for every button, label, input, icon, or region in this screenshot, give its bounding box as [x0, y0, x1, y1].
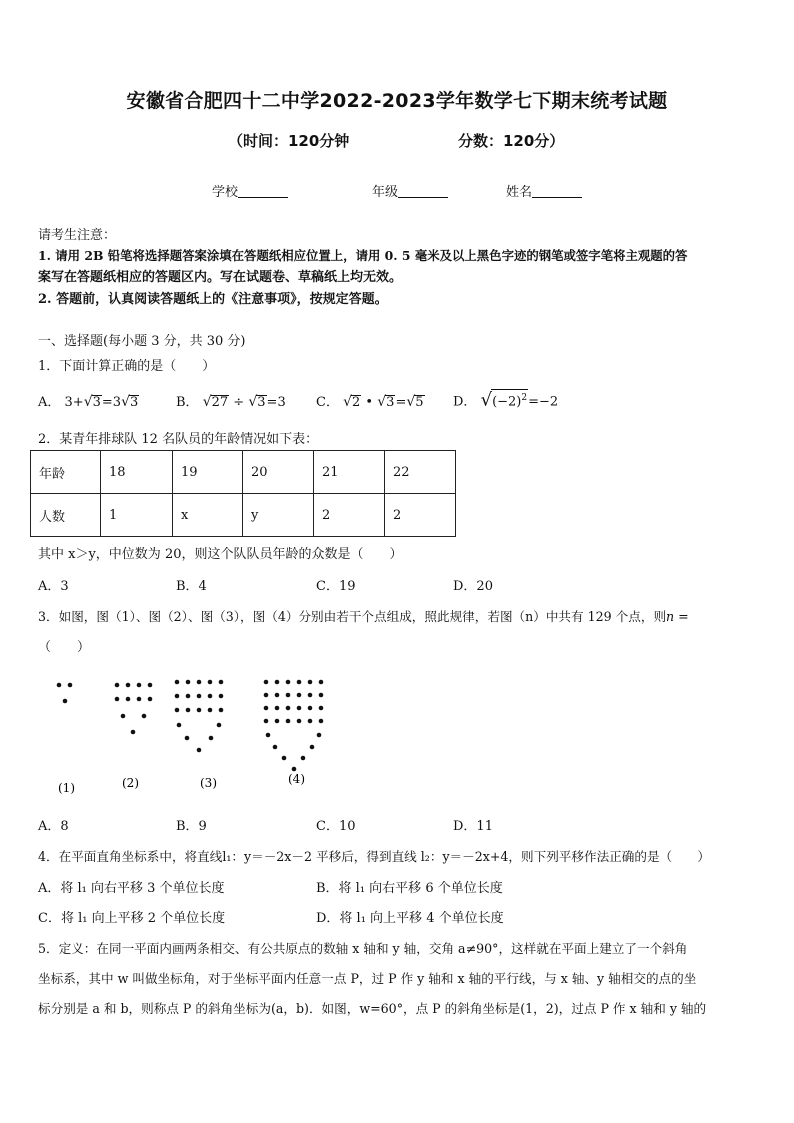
- name-field: [506, 181, 582, 200]
- dot-pattern-figure: [40, 670, 340, 800]
- exam-time: （时间：120分钟: [228, 132, 350, 150]
- q2-stem: 2．某青年排球队 12 名队员的年龄情况如下表：: [38, 432, 319, 447]
- table-cell: x: [173, 494, 243, 537]
- grade-field: [372, 181, 448, 200]
- figure-1-label: (1): [58, 781, 75, 795]
- table-cell: 2: [314, 494, 385, 537]
- table-row: [31, 494, 456, 537]
- q3-option-d: D．11: [453, 819, 493, 834]
- table-cell: 22: [385, 451, 456, 494]
- q4-option-d: D．将 l₁ 向上平移 4 个单位长度: [316, 911, 504, 926]
- q1-option-a: A． 3+√3=3√3: [38, 394, 139, 410]
- q3-option-a: A．8: [38, 819, 69, 834]
- q3-option-c: C．10: [316, 819, 356, 834]
- q1-option-c: C． √2 • √3=√5: [316, 394, 424, 410]
- table-cell: 1: [101, 494, 173, 537]
- q4-option-b: B．将 l₁ 向右平移 6 个单位长度: [316, 881, 503, 896]
- page-title: 安徽省合肥四十二中学2022-2023学年数学七下期末统考试题: [126, 90, 668, 112]
- grade-blank: [398, 184, 448, 198]
- figure-2-dots: [115, 683, 153, 735]
- age-table: [30, 450, 456, 537]
- notice-heading: 请考生注意：: [38, 228, 117, 243]
- q5-line-2: 坐标系，其中 w 叫做坐标角，对于坐标平面内任意一点 P，过 P 作 y 轴和 x 轴的平行线，与 x 轴、y 轴相交的点的坐: [38, 971, 697, 986]
- school-label: 学校: [212, 185, 239, 200]
- section-1-heading: 一、选择题(每小题 3 分，共 30 分): [38, 334, 246, 349]
- figure-4-label: (4): [288, 772, 305, 786]
- q1-stem: 1．下面计算正确的是（ ）: [38, 359, 216, 374]
- q5-line-3: 标分别是 a 和 b，则称点 P 的斜角坐标为(a，b)．如图，w=60°，点 P 的斜角坐标是(1，2)，过点 P 作 x 轴和 y 轴的: [38, 1001, 707, 1016]
- q3-stem-line-1: 3．如图，图（1）、图（2）、图（3），图（4）分别由若干个点组成，照此规律，若图（n）中共有 129 个点，则n =: [38, 609, 689, 624]
- q2-condition: 其中 x＞y，中位数为 20，则这个队队员年龄的众数是（ ）: [38, 547, 403, 562]
- notice-item-2: 2. 答题前，认真阅读答题纸上的《注意事项》，按规定答题。: [38, 292, 388, 307]
- school-blank: [238, 184, 288, 198]
- table-cell: 2: [385, 494, 456, 537]
- q1-option-b: B． √27 ÷ √3=3: [176, 394, 286, 410]
- table-cell: 21: [314, 451, 385, 494]
- name-blank: [532, 184, 582, 198]
- table-cell: 20: [243, 451, 314, 494]
- q4-option-c: C．将 l₁ 向上平移 2 个单位长度: [38, 911, 226, 926]
- q4-option-a: A．将 l₁ 向右平移 3 个单位长度: [38, 881, 225, 896]
- figure-1-dots: [57, 683, 73, 704]
- q1-option-d: D． $√(-2)^2=-2$: [453, 389, 559, 411]
- q3-stem-line-2: （ ）: [38, 640, 91, 655]
- exam-score: 分数：120分）: [458, 132, 565, 150]
- q2-option-a: A．3: [38, 579, 69, 594]
- q4-stem: 4．在平面直角坐标系中，将直线l₁：y＝－2x－2 平移后，得到直线 l₂：y＝－2x+4，则下列平移作法正确的是（ ）: [38, 849, 710, 864]
- figure-2-label: (2): [122, 776, 139, 790]
- table-cell: 人数: [31, 494, 101, 537]
- notice-item-1-line-1: 1. 请用 2B 铅笔将选择题答案涂填在答题纸相应位置上，请用 0. 5 毫米及以上黑色字迹的钢笔或签字笔将主观题的答: [38, 248, 688, 263]
- table-row: [31, 451, 456, 494]
- grade-label: 年级: [372, 185, 399, 200]
- figure-4-dots: [264, 680, 324, 772]
- q2-option-d: D．20: [453, 579, 493, 594]
- name-label: 姓名: [506, 185, 533, 200]
- school-field: [212, 181, 288, 200]
- q2-option-c: C．19: [316, 579, 356, 594]
- q5-line-1: 5．定义：在同一平面内画两条相交、有公共原点的数轴 x 轴和 y 轴，交角 a≠90°，这样就在平面上建立了一个斜角: [38, 941, 688, 956]
- figure-3-dots: [175, 680, 224, 753]
- q3-option-b: B．9: [176, 819, 207, 834]
- q2-option-b: B．4: [176, 579, 207, 594]
- table-cell: 年龄: [31, 451, 101, 494]
- figure-3-label: (3): [200, 776, 217, 790]
- table-cell: y: [243, 494, 314, 537]
- table-cell: 19: [173, 451, 243, 494]
- table-cell: 18: [101, 451, 173, 494]
- notice-item-1-line-2: 案写在答题纸相应的答题区内。写在试题卷、草稿纸上均无效。: [38, 270, 403, 285]
